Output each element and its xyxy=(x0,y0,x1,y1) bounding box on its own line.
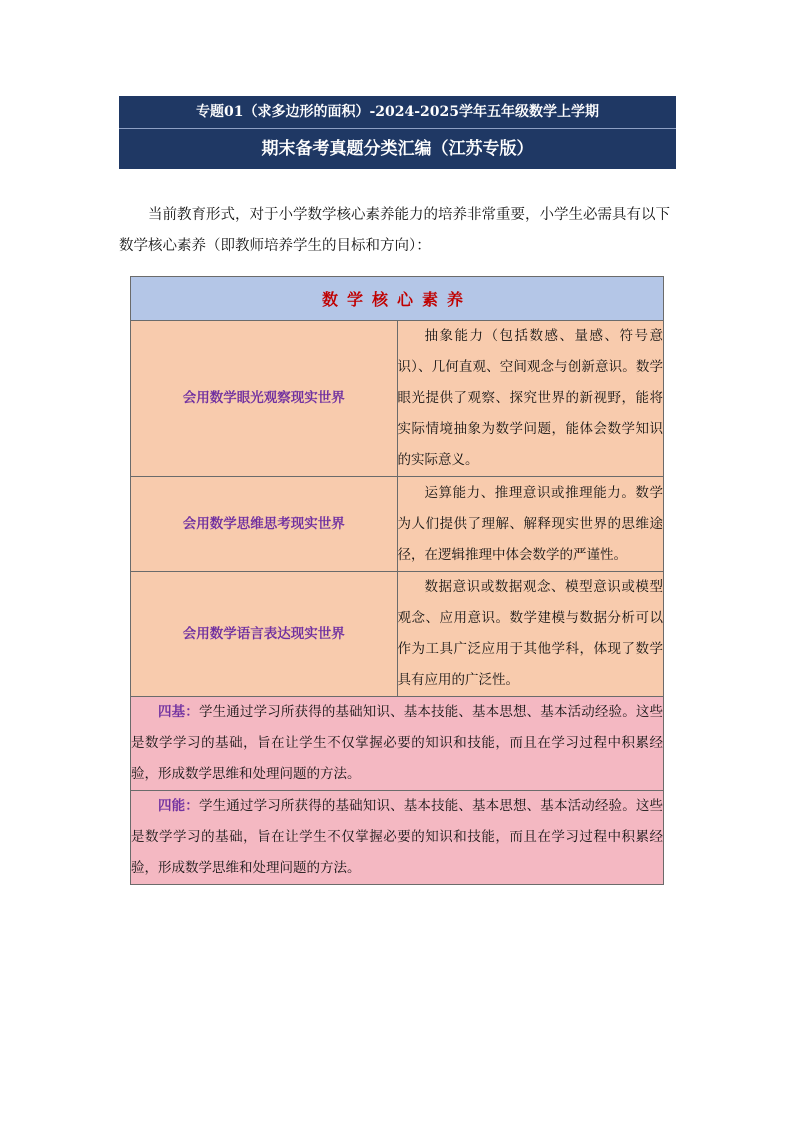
siji-row xyxy=(131,697,664,791)
sineng-row xyxy=(131,791,664,885)
siji-label: 四基： xyxy=(158,704,199,720)
row-description: 运算能力、推理意识或推理能力。数学为人们提供了理解、解释现实世界的思维途径，在逻辑推理中体会数学的严谨性。 xyxy=(397,477,664,572)
table-row xyxy=(131,477,664,572)
sineng-label: 四能： xyxy=(158,798,199,814)
table-row xyxy=(131,572,664,697)
table-title: 数学核心素养 xyxy=(131,277,664,321)
table-row xyxy=(131,321,664,477)
row-label: 会用数学眼光观察现实世界 xyxy=(131,321,398,477)
row-label: 会用数学思维思考现实世界 xyxy=(131,477,398,572)
row-description: 抽象能力（包括数感、量感、符号意识）、几何直观、空间观念与创新意识。数学眼光提供了观察、探究世界的新视野，能将实际情境抽象为数学问题，能体会数学知识的实际意义。 xyxy=(397,321,664,477)
sineng-cell xyxy=(131,791,664,885)
table-title-row xyxy=(131,277,664,321)
row-label: 会用数学语言表达现实世界 xyxy=(131,572,398,697)
intro-paragraph: 当前教育形式，对于小学数学核心素养能力的培养非常重要，小学生必需具有以下数学核心素养（即教师培养学生的目标和方向）： xyxy=(119,207,670,254)
siji-cell xyxy=(131,697,664,791)
row-description: 数据意识或数据观念、模型意识或模型观念、应用意识。数学建模与数据分析可以作为工具广泛应用于其他学科，体现了数学具有应用的广泛性。 xyxy=(397,572,664,697)
core-literacy-table xyxy=(130,276,664,885)
sineng-text: 学生通过学习所获得的基础知识、基本技能、基本思想、基本活动经验。这些是数学学习的基础，旨在让学生不仅掌握必要的知识和技能，而且在学习过程中积累经验，形成数学思维和处理问题的方法。 xyxy=(131,798,664,876)
siji-text: 学生通过学习所获得的基础知识、基本技能、基本思想、基本活动经验。这些是数学学习的基础，旨在让学生不仅掌握必要的知识和技能，而且在学习过程中积累经验，形成数学思维和处理问题的方法。 xyxy=(131,704,664,782)
header-topic-title: 专题01（求多边形的面积）-2024-2025学年五年级数学上学期 xyxy=(119,96,676,129)
header-subtitle: 期末备考真题分类汇编（江苏专版） xyxy=(261,139,534,159)
document-header xyxy=(119,96,676,169)
